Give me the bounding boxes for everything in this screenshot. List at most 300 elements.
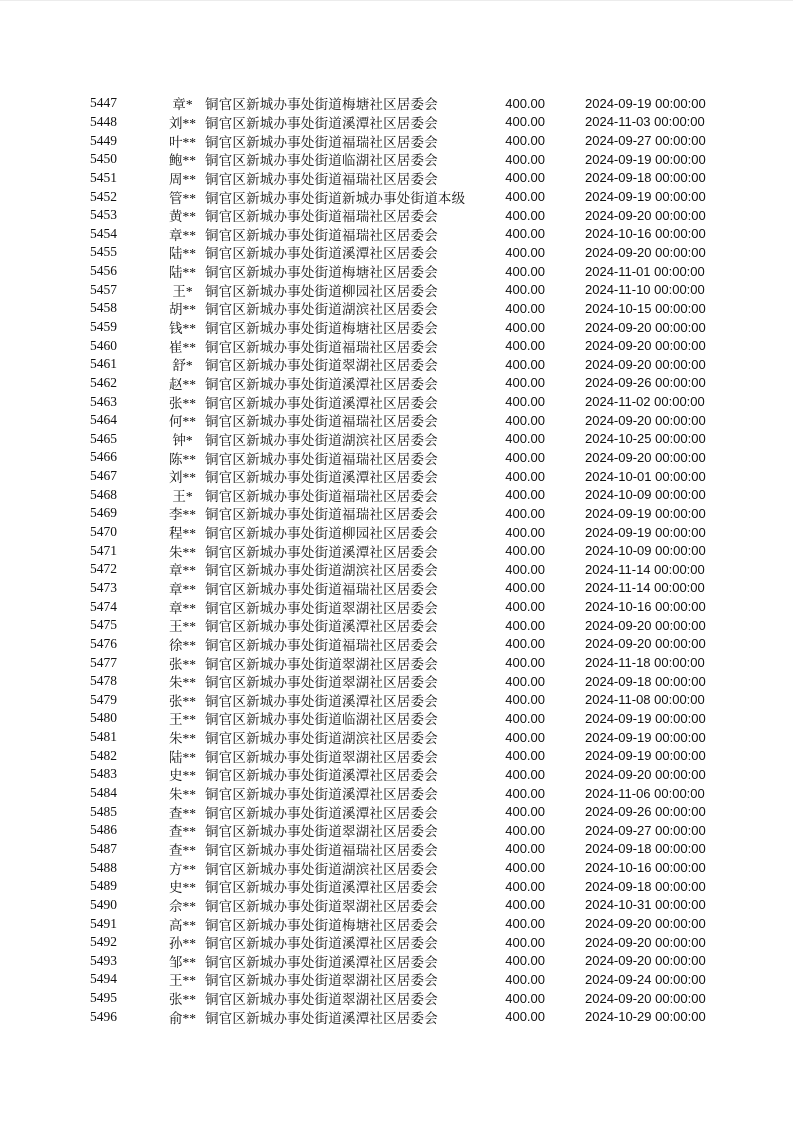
table-row xyxy=(90,635,745,654)
row-amount: 400.00 xyxy=(505,953,545,969)
row-sequence-number: 5492 xyxy=(90,934,117,950)
row-amount: 400.00 xyxy=(505,655,545,671)
table-row xyxy=(90,411,745,430)
row-organization: 铜官区新城办事处街道翠湖社区居委会 xyxy=(205,600,438,616)
row-sequence-number: 5451 xyxy=(90,169,117,185)
row-datetime: 2024-09-19 00:00:00 xyxy=(585,95,706,111)
table-row xyxy=(90,765,745,784)
row-sequence-number: 5454 xyxy=(90,225,117,241)
row-masked-name: 高** xyxy=(169,917,196,933)
table-row xyxy=(90,579,745,598)
table-row xyxy=(90,131,745,150)
row-datetime: 2024-10-16 00:00:00 xyxy=(585,599,706,615)
row-datetime: 2024-11-08 00:00:00 xyxy=(585,692,705,708)
table-row xyxy=(90,113,745,132)
row-amount: 400.00 xyxy=(505,897,545,913)
table-row xyxy=(90,709,745,728)
table-row xyxy=(90,336,745,355)
row-sequence-number: 5488 xyxy=(90,859,117,875)
row-datetime: 2024-10-15 00:00:00 xyxy=(585,300,706,316)
row-organization: 铜官区新城办事处街道福瑞社区居委会 xyxy=(205,507,438,523)
row-organization: 铜官区新城办事处街道翠湖社区居委会 xyxy=(205,973,438,989)
row-datetime: 2024-10-01 00:00:00 xyxy=(585,468,706,484)
table-row xyxy=(90,933,745,952)
row-amount: 400.00 xyxy=(505,431,545,447)
row-masked-name: 孙** xyxy=(169,936,196,952)
row-datetime: 2024-09-19 00:00:00 xyxy=(585,505,706,521)
table-row xyxy=(90,355,745,374)
row-masked-name: 舒* xyxy=(172,358,193,374)
row-amount: 400.00 xyxy=(505,785,545,801)
table-row xyxy=(90,877,745,896)
row-datetime: 2024-09-27 00:00:00 xyxy=(585,133,706,149)
row-masked-name: 张** xyxy=(169,992,196,1008)
row-amount: 400.00 xyxy=(505,394,545,410)
table-row xyxy=(90,951,745,970)
table-row xyxy=(90,262,745,281)
table-row xyxy=(90,224,745,243)
table-row xyxy=(90,989,745,1008)
row-amount: 400.00 xyxy=(505,543,545,559)
row-amount: 400.00 xyxy=(505,1009,545,1025)
row-datetime: 2024-09-20 00:00:00 xyxy=(585,617,706,633)
row-sequence-number: 5481 xyxy=(90,729,117,745)
row-datetime: 2024-09-20 00:00:00 xyxy=(585,916,706,931)
row-amount: 400.00 xyxy=(505,468,545,484)
row-organization: 铜官区新城办事处街道溪潭社区居委会 xyxy=(205,693,438,709)
row-amount: 400.00 xyxy=(505,412,545,428)
row-datetime: 2024-09-27 00:00:00 xyxy=(585,822,706,838)
row-sequence-number: 5464 xyxy=(90,412,117,428)
row-amount: 400.00 xyxy=(505,207,545,223)
row-amount: 400.00 xyxy=(505,822,545,838)
row-datetime: 2024-11-10 00:00:00 xyxy=(585,282,705,298)
row-organization: 铜官区新城办事处街道福瑞社区居委会 xyxy=(205,414,438,430)
row-datetime: 2024-11-14 00:00:00 xyxy=(585,561,705,577)
row-sequence-number: 5496 xyxy=(90,1008,117,1024)
row-datetime: 2024-09-20 00:00:00 xyxy=(585,338,706,354)
row-organization: 铜官区新城办事处街道溪潭社区居委会 xyxy=(205,954,438,970)
row-sequence-number: 5467 xyxy=(90,468,117,484)
row-sequence-number: 5483 xyxy=(90,766,117,782)
table-row xyxy=(90,299,745,318)
row-amount: 400.00 xyxy=(505,189,545,205)
row-sequence-number: 5479 xyxy=(90,691,117,707)
table-row xyxy=(90,150,745,169)
row-masked-name: 黄** xyxy=(169,209,196,225)
row-organization: 铜官区新城办事处街道梅塘社区居委会 xyxy=(205,265,438,281)
row-amount: 400.00 xyxy=(505,151,545,167)
row-organization: 铜官区新城办事处街道翠湖社区居委会 xyxy=(205,656,438,672)
row-datetime: 2024-09-19 00:00:00 xyxy=(585,729,706,745)
row-masked-name: 刘** xyxy=(169,115,196,131)
row-amount: 400.00 xyxy=(505,356,545,372)
row-datetime: 2024-09-20 00:00:00 xyxy=(585,953,706,969)
row-masked-name: 管** xyxy=(169,190,196,206)
row-datetime: 2024-10-16 00:00:00 xyxy=(585,860,706,876)
row-amount: 400.00 xyxy=(505,599,545,615)
row-masked-name: 章** xyxy=(169,563,196,579)
row-sequence-number: 5461 xyxy=(90,356,117,372)
table-row xyxy=(90,970,745,989)
row-masked-name: 章* xyxy=(172,97,193,113)
row-sequence-number: 5485 xyxy=(90,803,117,819)
row-datetime: 2024-11-01 00:00:00 xyxy=(585,263,705,279)
table-row xyxy=(90,504,745,523)
row-organization: 铜官区新城办事处街道福瑞社区居委会 xyxy=(205,637,438,653)
row-masked-name: 陆** xyxy=(169,265,196,281)
row-datetime: 2024-09-20 00:00:00 xyxy=(585,449,706,465)
row-amount: 400.00 xyxy=(505,934,545,950)
table-row xyxy=(90,896,745,915)
row-amount: 400.00 xyxy=(505,300,545,316)
row-amount: 400.00 xyxy=(505,580,545,596)
row-organization: 铜官区新城办事处街道福瑞社区居委会 xyxy=(205,171,438,187)
row-datetime: 2024-09-20 00:00:00 xyxy=(585,636,706,652)
row-datetime: 2024-09-19 00:00:00 xyxy=(585,710,706,726)
row-datetime: 2024-09-18 00:00:00 xyxy=(585,170,706,186)
table-row xyxy=(90,597,745,616)
row-organization: 铜官区新城办事处街道湖滨社区居委会 xyxy=(205,563,438,579)
row-datetime: 2024-11-14 00:00:00 xyxy=(585,580,705,596)
row-amount: 400.00 xyxy=(505,990,545,1006)
row-organization: 铜官区新城办事处街道溪潭社区居委会 xyxy=(205,246,438,262)
row-organization: 铜官区新城办事处街道梅塘社区居委会 xyxy=(205,321,438,337)
row-datetime: 2024-09-20 00:00:00 xyxy=(585,244,706,260)
row-masked-name: 张** xyxy=(169,395,196,411)
row-sequence-number: 5455 xyxy=(90,244,117,260)
row-masked-name: 查** xyxy=(169,805,196,821)
row-datetime: 2024-09-20 00:00:00 xyxy=(585,356,706,372)
row-datetime: 2024-09-19 00:00:00 xyxy=(585,151,706,167)
row-masked-name: 崔** xyxy=(169,339,196,355)
row-amount: 400.00 xyxy=(505,263,545,279)
table-row xyxy=(90,840,745,859)
row-sequence-number: 5490 xyxy=(90,896,117,912)
row-organization: 铜官区新城办事处街道梅塘社区居委会 xyxy=(205,97,438,113)
row-amount: 400.00 xyxy=(505,916,545,931)
table-row xyxy=(90,430,745,449)
row-organization: 铜官区新城办事处街道福瑞社区居委会 xyxy=(205,488,438,504)
row-sequence-number: 5449 xyxy=(90,132,117,148)
row-organization: 铜官区新城办事处街道翠湖社区居委会 xyxy=(205,675,438,691)
row-organization: 铜官区新城办事处街道翠湖社区居委会 xyxy=(205,358,438,374)
table-row xyxy=(90,616,745,635)
row-masked-name: 朱** xyxy=(169,675,196,691)
row-amount: 400.00 xyxy=(505,505,545,521)
table-row xyxy=(90,374,745,393)
row-organization: 铜官区新城办事处街道翠湖社区居委会 xyxy=(205,824,438,840)
row-masked-name: 陆** xyxy=(169,246,196,262)
row-organization: 铜官区新城办事处街道溪潭社区居委会 xyxy=(205,1010,438,1026)
row-amount: 400.00 xyxy=(505,673,545,689)
row-organization: 铜官区新城办事处街道福瑞社区居委会 xyxy=(205,842,438,858)
table-row xyxy=(90,691,745,710)
row-masked-name: 鲍** xyxy=(169,153,196,169)
row-datetime: 2024-09-20 00:00:00 xyxy=(585,766,706,782)
row-masked-name: 王** xyxy=(169,619,196,635)
row-sequence-number: 5477 xyxy=(90,654,117,670)
row-amount: 400.00 xyxy=(505,971,545,987)
row-sequence-number: 5475 xyxy=(90,617,117,633)
row-amount: 400.00 xyxy=(505,449,545,465)
row-datetime: 2024-09-18 00:00:00 xyxy=(585,878,706,894)
table-row xyxy=(90,728,745,747)
row-datetime: 2024-09-19 00:00:00 xyxy=(585,748,706,764)
row-sequence-number: 5472 xyxy=(90,561,117,577)
table-row xyxy=(90,914,745,933)
row-amount: 400.00 xyxy=(505,282,545,298)
row-sequence-number: 5474 xyxy=(90,598,117,614)
row-organization: 铜官区新城办事处街道湖滨社区居委会 xyxy=(205,731,438,747)
row-sequence-number: 5458 xyxy=(90,300,117,316)
row-amount: 400.00 xyxy=(505,710,545,726)
row-amount: 400.00 xyxy=(505,114,545,130)
row-sequence-number: 5468 xyxy=(90,486,117,502)
row-sequence-number: 5465 xyxy=(90,430,117,446)
row-organization: 铜官区新城办事处街道柳园社区居委会 xyxy=(205,526,438,542)
row-organization: 铜官区新城办事处街道湖滨社区居委会 xyxy=(205,302,438,318)
table-row xyxy=(90,448,745,467)
row-organization: 铜官区新城办事处街道梅塘社区居委会 xyxy=(205,917,438,933)
row-datetime: 2024-09-18 00:00:00 xyxy=(585,673,706,689)
row-masked-name: 张** xyxy=(169,693,196,709)
row-sequence-number: 5447 xyxy=(90,95,117,111)
row-sequence-number: 5478 xyxy=(90,673,117,689)
table-row xyxy=(90,485,745,504)
row-masked-name: 章** xyxy=(169,227,196,243)
row-organization: 铜官区新城办事处街道溪潭社区居委会 xyxy=(205,395,438,411)
row-datetime: 2024-11-18 00:00:00 xyxy=(585,655,705,671)
row-datetime: 2024-09-20 00:00:00 xyxy=(585,319,706,335)
row-datetime: 2024-10-31 00:00:00 xyxy=(585,897,706,913)
row-sequence-number: 5462 xyxy=(90,374,117,390)
table-row xyxy=(90,523,745,542)
row-organization: 铜官区新城办事处街道翠湖社区居委会 xyxy=(205,992,438,1008)
row-masked-name: 程** xyxy=(169,526,196,542)
row-masked-name: 俞** xyxy=(169,1010,196,1026)
row-sequence-number: 5448 xyxy=(90,113,117,129)
row-masked-name: 叶** xyxy=(169,134,196,150)
row-sequence-number: 5486 xyxy=(90,822,117,838)
table-row xyxy=(90,802,745,821)
table-row xyxy=(90,784,745,803)
table-row xyxy=(90,392,745,411)
row-amount: 400.00 xyxy=(505,636,545,652)
table-row xyxy=(90,94,745,113)
row-masked-name: 钱** xyxy=(169,321,196,337)
row-sequence-number: 5453 xyxy=(90,207,117,223)
row-organization: 铜官区新城办事处街道新城办事处街道本级 xyxy=(205,190,466,206)
row-sequence-number: 5491 xyxy=(90,915,117,931)
row-amount: 400.00 xyxy=(505,878,545,894)
row-amount: 400.00 xyxy=(505,766,545,782)
row-organization: 铜官区新城办事处街道溪潭社区居委会 xyxy=(205,376,438,392)
row-masked-name: 李** xyxy=(169,507,196,523)
row-masked-name: 查** xyxy=(169,842,196,858)
row-sequence-number: 5480 xyxy=(90,710,117,726)
row-masked-name: 朱** xyxy=(169,544,196,560)
row-datetime: 2024-09-19 00:00:00 xyxy=(585,189,706,205)
table-row xyxy=(90,560,745,579)
row-organization: 铜官区新城办事处街道溪潭社区居委会 xyxy=(205,768,438,784)
row-amount: 400.00 xyxy=(505,804,545,820)
row-datetime: 2024-10-09 00:00:00 xyxy=(585,543,706,559)
row-datetime: 2024-09-20 00:00:00 xyxy=(585,207,706,223)
table-row xyxy=(90,653,745,672)
row-amount: 400.00 xyxy=(505,244,545,260)
row-masked-name: 胡** xyxy=(169,302,196,318)
row-sequence-number: 5482 xyxy=(90,747,117,763)
row-organization: 铜官区新城办事处街道福瑞社区居委会 xyxy=(205,134,438,150)
row-datetime: 2024-09-26 00:00:00 xyxy=(585,375,706,391)
row-amount: 400.00 xyxy=(505,617,545,633)
row-organization: 铜官区新城办事处街道湖滨社区居委会 xyxy=(205,861,438,877)
row-datetime: 2024-09-20 00:00:00 xyxy=(585,934,706,950)
row-datetime: 2024-09-20 00:00:00 xyxy=(585,412,706,428)
row-sequence-number: 5471 xyxy=(90,542,117,558)
row-masked-name: 史** xyxy=(169,768,196,784)
row-masked-name: 钟* xyxy=(172,432,193,448)
row-organization: 铜官区新城办事处街道福瑞社区居委会 xyxy=(205,209,438,225)
row-organization: 铜官区新城办事处街道福瑞社区居委会 xyxy=(205,451,438,467)
table-row xyxy=(90,858,745,877)
row-sequence-number: 5484 xyxy=(90,785,117,801)
row-datetime: 2024-09-26 00:00:00 xyxy=(585,804,706,820)
row-amount: 400.00 xyxy=(505,338,545,354)
row-organization: 铜官区新城办事处街道溪潭社区居委会 xyxy=(205,787,438,803)
row-amount: 400.00 xyxy=(505,319,545,335)
row-sequence-number: 5457 xyxy=(90,281,117,297)
row-masked-name: 佘** xyxy=(169,898,196,914)
table-row xyxy=(90,243,745,262)
row-amount: 400.00 xyxy=(505,133,545,149)
row-sequence-number: 5476 xyxy=(90,635,117,651)
row-amount: 400.00 xyxy=(505,841,545,857)
row-amount: 400.00 xyxy=(505,748,545,764)
row-datetime: 2024-10-16 00:00:00 xyxy=(585,226,706,242)
row-masked-name: 刘** xyxy=(169,470,196,486)
row-organization: 铜官区新城办事处街道临湖社区居委会 xyxy=(205,153,438,169)
row-sequence-number: 5495 xyxy=(90,990,117,1006)
row-organization: 铜官区新城办事处街道翠湖社区居委会 xyxy=(205,898,438,914)
row-sequence-number: 5494 xyxy=(90,971,117,987)
table-row xyxy=(90,187,745,206)
row-sequence-number: 5459 xyxy=(90,319,117,334)
row-sequence-number: 5466 xyxy=(90,449,117,465)
row-organization: 铜官区新城办事处街道溪潭社区居委会 xyxy=(205,544,438,560)
row-amount: 400.00 xyxy=(505,561,545,577)
table-row xyxy=(90,206,745,225)
row-sequence-number: 5470 xyxy=(90,524,117,540)
row-amount: 400.00 xyxy=(505,375,545,391)
row-datetime: 2024-11-03 00:00:00 xyxy=(585,114,705,130)
row-sequence-number: 5450 xyxy=(90,151,117,167)
table-row xyxy=(90,280,745,299)
row-organization: 铜官区新城办事处街道溪潭社区居委会 xyxy=(205,115,438,131)
row-masked-name: 王** xyxy=(169,973,196,989)
row-organization: 铜官区新城办事处街道溪潭社区居委会 xyxy=(205,619,438,635)
row-masked-name: 方** xyxy=(169,861,196,877)
row-masked-name: 陈** xyxy=(169,451,196,467)
row-organization: 铜官区新城办事处街道福瑞社区居委会 xyxy=(205,339,438,355)
table-row xyxy=(90,1007,745,1026)
row-organization: 铜官区新城办事处街道溪潭社区居委会 xyxy=(205,880,438,896)
row-masked-name: 章** xyxy=(169,581,196,597)
payment-records-table xyxy=(90,94,745,1026)
row-organization: 铜官区新城办事处街道临湖社区居委会 xyxy=(205,712,438,728)
row-datetime: 2024-11-02 00:00:00 xyxy=(585,394,705,410)
table-row xyxy=(90,746,745,765)
row-organization: 铜官区新城办事处街道福瑞社区居委会 xyxy=(205,227,438,243)
row-organization: 铜官区新城办事处街道溪潭社区居委会 xyxy=(205,470,438,486)
table-row xyxy=(90,318,745,337)
row-datetime: 2024-10-29 00:00:00 xyxy=(585,1009,706,1025)
row-sequence-number: 5487 xyxy=(90,840,117,856)
row-sequence-number: 5493 xyxy=(90,952,117,968)
row-sequence-number: 5452 xyxy=(90,188,117,204)
row-sequence-number: 5456 xyxy=(90,263,117,279)
row-masked-name: 王* xyxy=(172,283,193,299)
row-datetime: 2024-09-20 00:00:00 xyxy=(585,990,706,1006)
row-organization: 铜官区新城办事处街道溪潭社区居委会 xyxy=(205,936,438,952)
table-row xyxy=(90,169,745,188)
row-datetime: 2024-10-09 00:00:00 xyxy=(585,487,706,503)
row-sequence-number: 5473 xyxy=(90,579,117,595)
row-amount: 400.00 xyxy=(505,487,545,503)
row-datetime: 2024-11-06 00:00:00 xyxy=(585,785,705,801)
row-amount: 400.00 xyxy=(505,524,545,540)
row-masked-name: 章** xyxy=(169,600,196,616)
row-amount: 400.00 xyxy=(505,729,545,745)
row-masked-name: 邹** xyxy=(169,954,196,970)
row-sequence-number: 5469 xyxy=(90,505,117,521)
row-datetime: 2024-09-18 00:00:00 xyxy=(585,841,706,857)
row-organization: 铜官区新城办事处街道翠湖社区居委会 xyxy=(205,749,438,765)
table-row xyxy=(90,541,745,560)
row-masked-name: 史** xyxy=(169,880,196,896)
row-sequence-number: 5489 xyxy=(90,878,117,894)
table-row xyxy=(90,672,745,691)
row-masked-name: 张** xyxy=(169,656,196,672)
row-masked-name: 徐** xyxy=(169,637,196,653)
row-masked-name: 查** xyxy=(169,824,196,840)
row-organization: 铜官区新城办事处街道溪潭社区居委会 xyxy=(205,805,438,821)
table-row xyxy=(90,467,745,486)
row-masked-name: 朱** xyxy=(169,731,196,747)
row-masked-name: 陆** xyxy=(169,749,196,765)
row-masked-name: 王** xyxy=(169,712,196,728)
row-amount: 400.00 xyxy=(505,860,545,876)
row-sequence-number: 5463 xyxy=(90,393,117,409)
row-amount: 400.00 xyxy=(505,692,545,708)
row-amount: 400.00 xyxy=(505,95,545,111)
row-masked-name: 何** xyxy=(169,414,196,430)
row-amount: 400.00 xyxy=(505,170,545,186)
row-datetime: 2024-09-19 00:00:00 xyxy=(585,524,706,540)
row-datetime: 2024-10-25 00:00:00 xyxy=(585,431,706,447)
row-masked-name: 朱** xyxy=(169,787,196,803)
row-masked-name: 周** xyxy=(169,171,196,187)
row-masked-name: 王* xyxy=(172,488,193,504)
row-sequence-number: 5460 xyxy=(90,337,117,353)
row-organization: 铜官区新城办事处街道福瑞社区居委会 xyxy=(205,581,438,597)
row-organization: 铜官区新城办事处街道柳园社区居委会 xyxy=(205,283,438,299)
row-datetime: 2024-09-24 00:00:00 xyxy=(585,971,706,987)
row-masked-name: 赵** xyxy=(169,376,196,392)
row-organization: 铜官区新城办事处街道湖滨社区居委会 xyxy=(205,432,438,448)
row-amount: 400.00 xyxy=(505,226,545,242)
